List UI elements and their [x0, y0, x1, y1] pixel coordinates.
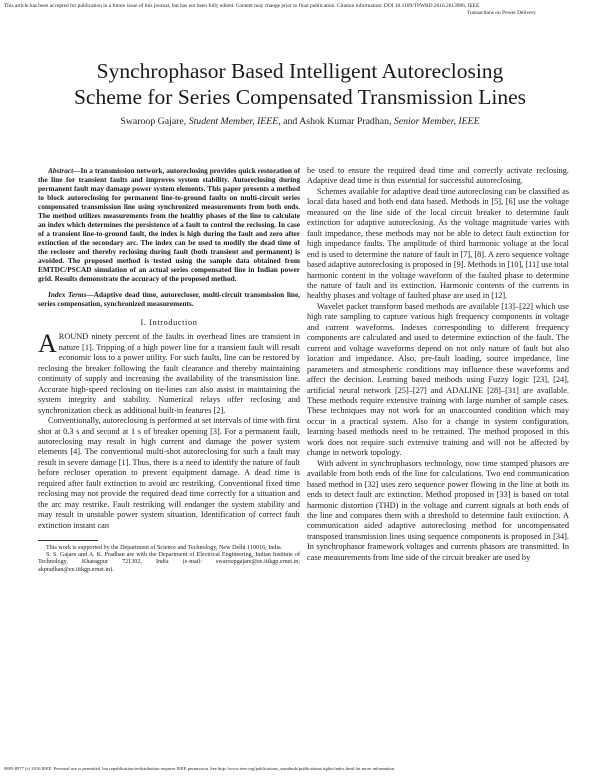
footnote-rule	[38, 540, 98, 541]
footnote-funding: This work is supported by the Department of Science and Technology, New Delhi 110016, India.	[46, 545, 283, 552]
index-terms-text: —Adaptive dead time, autorecloser, multi-circuit transmission line, series compensation, synchronized measurements.	[38, 290, 301, 308]
right-paragraph-2: Schemes available for adaptive dead time autoreclosing can be classified as local data based and both end data based. Methods in [5], [6] use the voltage measured on the line side of the local circuit breaker to determine fault extinction for adaptive autoreclosing. As the voltage magnitude varies with fault impedance, these methods may not be able to detect fault extinction for high impedance faults. The amplitude of third harmonic voltage at the local end is used to determine the nature of fault in [7], [8]. A zero sequence voltage based adaptive autoreclosing is proposed in [9]. Methods in [10], [11] use total harmonic content in the voltage waveform of the faulted phase to determine the nature of fault and its extinction. Harmonic contents of the currents in healthy phases and voltage of faulted phase are used in [12].	[307, 186, 569, 301]
drop-cap: A	[38, 329, 57, 359]
abstract-label: Abstract	[48, 166, 74, 175]
author-line	[20, 116, 580, 128]
header-notice: This article has been accepted for publication in a future issue of this journal, but has not been fully edited. Content may change prior to final publication. Citation information: DOI 10.1109/TPWRD.2016.2613906, IEEE	[4, 3, 480, 9]
right-paragraph-3: Wavelet packet transform based methods are available [13]–[22] which use high rate sampling to capture various high frequency components in voltage and current waveforms. Indexes corresponding to different frequency components are calculated and used to determine extinction of the fault. The current and voltage waveforms depend on not only nature of fault but also location and impedance. Also, pre-fault loading, source impedance, line parameters and atmospheric conditions may influence these waveforms and affect the decision. Learning based methods using Fuzzy logic [23], [24], artificial neural network [25]–[27] and ADALINE [28]–[31] are available. These methods require extensive training with large number of sample cases. These techniques may not work for an unaccounted condition which may occur in a practical system. Also for a change in system configuration, learning based methods need to be retrained. The method proposed in this work does not require such extensive training and will not be affected by change in network topology.	[307, 301, 569, 458]
author-2-role: Senior Member, IEEE	[393, 116, 480, 127]
intro-paragraph-1	[38, 329, 300, 416]
index-terms	[38, 290, 300, 308]
author-1: Swaroop Gajare,	[120, 116, 187, 127]
intro-paragraph-1-text: ROUND ninety percent of the faults in overhead lines are transient in nature [1]. Tripping of a high power line for a transient fault will result economic loss to a power utility. For such faults, line can be restored by reclosing the breaker following the fault clearance and thereby maintaining continuity of supply and increasing the availability of the transmission line. Accurate high-speed reclosing on tie-lines can also assist in maintaining the system integrity and stability. Numerical relays offer reclosing and synchronization check as additional built-in features [2].	[38, 332, 300, 415]
author-1-role: Student Member, IEEE,	[188, 116, 281, 127]
paper-title	[20, 58, 580, 110]
footnote-affiliation: S. S. Gajare and A. K. Pradhan are with the Department of Electrical Engineering, Indian Institute of Technology, Kharagpur 721302, India (e-mail: swaroopgajare@ee.iitkgp.ernet.in; akpradhan@ee.iitkgp.ernet.in).	[38, 552, 300, 573]
header-journal: Transactions on Power Delivery	[466, 9, 536, 16]
copyright-footer: 0885-8977 (c) 2016 IEEE. Personal use is permitted, but republication/redistribution requires IEEE permission. See http://www.ieee.org/publications_standards/publications/rights/index.html for more information.	[4, 766, 396, 771]
author-conjunction: and	[283, 116, 298, 127]
right-paragraph-1: be used to ensure the required dead time and correctly activate reclosing. Adaptive dead time is thus essential for successful autoreclosing.	[307, 166, 569, 186]
index-terms-label: Index Terms	[48, 290, 87, 299]
intro-paragraph-2: Conventionally, autoreclosing is performed at set intervals of time with first shot at 0.3 s and second at 1 s of breaker opening [3]. For a permanent fault, autoreclosing may result in high current and damage the power system elements [4]. The conventional multi-shot autoreclosing for such a fault may result in severe damage [1]. Thus, there is a need to identify the nature of fault before recloser operation to prevent equipment damage. A dead time is required after fault extinction to avoid arc restriking. Conventional fixed time reclosing may not provide the required dead time correctly for a situation and the arc may restrike. Fault restriking will endanger the system stability and may result in unstable power system situation. Identification of correct fault extinction instant can	[38, 416, 300, 530]
section-heading-introduction: I. Introduction	[140, 318, 198, 327]
author-2: Ashok Kumar Pradhan,	[299, 116, 392, 127]
abstract	[38, 166, 300, 283]
abstract-text: —In a transmission network, autoreclosing provides quick restoration of the line for transient faults and improves system stability. Autoreclosing during permanent fault may damage power system elements. This paper presents a method to block autoreclosing for permanent line-to-ground faults on multi-circuit series compensated transmission line using synchronized measurements from both ends. The method utilizes measurements from the healthy phases of the line to calculate an index which determines the persistence of a fault to control the reclosing. In case of a transient line-to-ground fault, the index is high during the fault and zero after extinction of the secondary arc. The index can be used to modify the dead time of the recloser and thereby reclosing during fault (both transient and permanent) is avoided. The proposed method is tested using the sample data obtained from EMTDC/PSCAD simulation of an actual series compensated line in Indian power grid. Results demonstrate the accuracy of the proposed method.	[38, 166, 300, 283]
left-column	[38, 166, 300, 574]
right-column	[307, 166, 569, 563]
title-line-2: Scheme for Series Compensated Transmission Lines	[73, 85, 527, 109]
right-paragraph-4: With advent in synchrophasors technology, now time stamped phasors are available from both ends of the line for calculations. Two end communication based method in [32] uses zero sequence power flowing in the line at both its ends to detect fault arc extinction. Method proposed in [33] is based on total harmonic distortion (THD) in the voltage and current signals at both ends of the line and compares them with a threshold to determine fault extinction. A communication aided adaptive autoreclosing method for uncompensated transposed transmission lines using sequence components is proposed in [34]. In synchrophasor framework voltages and currents phasors are transmitted. In case measurements from line side of the circuit breaker are used by	[307, 458, 569, 562]
journal-header	[4, 3, 596, 16]
title-line-1: Synchrophasor Based Intelligent Autoreclosing	[96, 59, 504, 83]
